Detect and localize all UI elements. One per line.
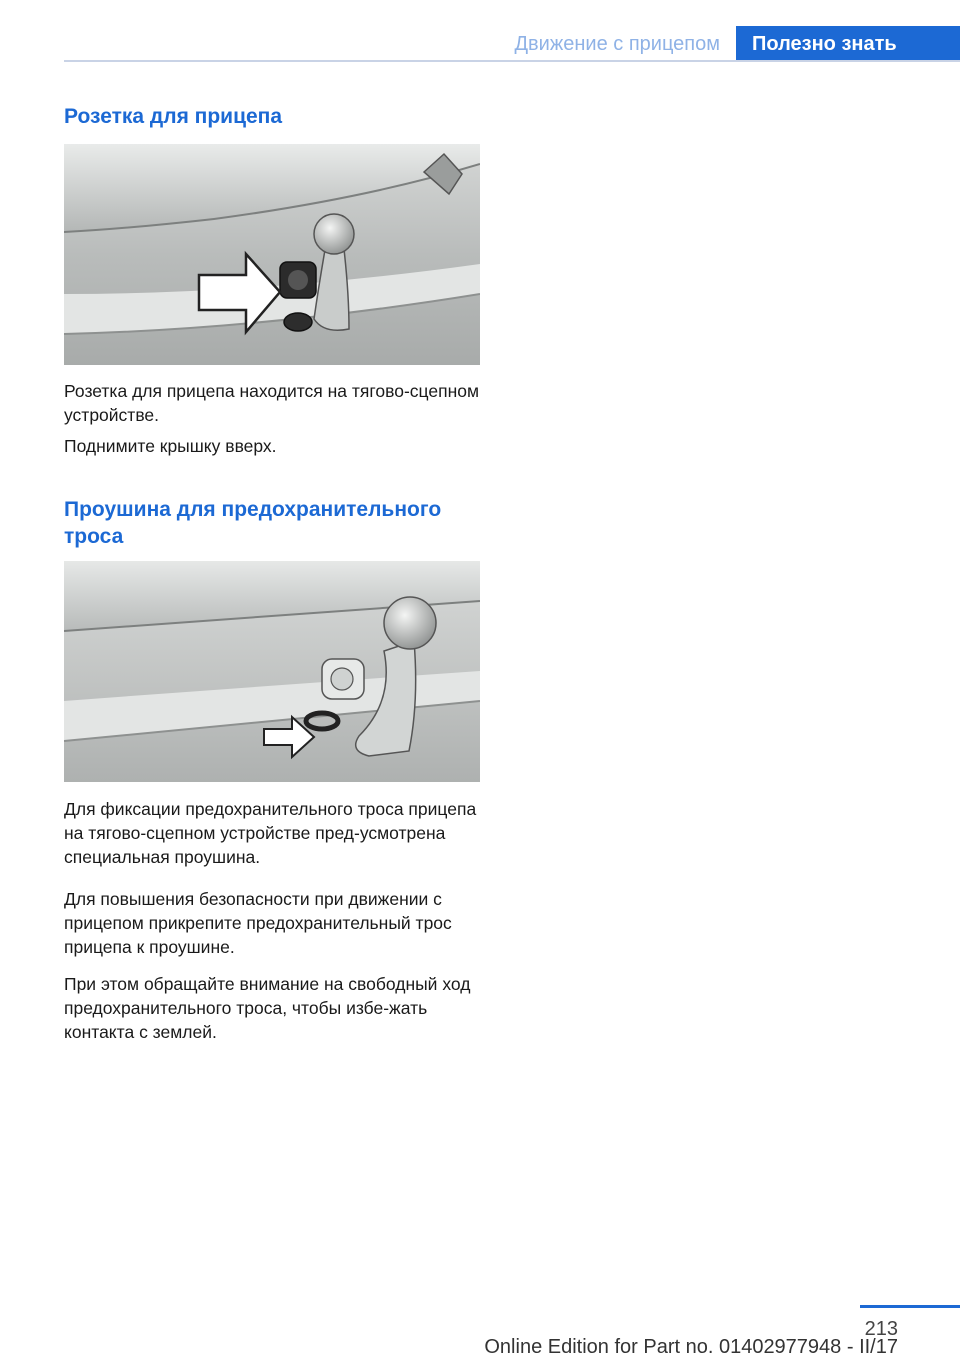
paragraph-eyelet-purpose: Для фиксации предохранительного троса прицепа на тягово-сцепном устройстве пред-усмотрена специальная проушина. <box>64 799 477 867</box>
header-section-tab: Полезно знать <box>736 26 960 62</box>
section-heading-trailer-socket: Розетка для прицепа <box>64 105 283 128</box>
page-number: 213 <box>864 1318 898 1340</box>
paragraph-cable-slack: При этом обращайте внимание на свободный ход предохранительного троса, чтобы избе-жать контакта с землей. <box>64 974 471 1042</box>
header-divider <box>64 60 960 62</box>
section-heading-safety-cable-eyelet: Проушина для предохранительного троса <box>64 498 442 548</box>
paragraph-lift-cover: Поднимите крышку вверх. <box>64 436 277 456</box>
safety-cable-eyelet-illustration <box>64 561 480 782</box>
footer-divider <box>860 1305 960 1308</box>
paragraph-socket-location: Розетка для прицепа находится на тягово-сцепном устройстве. <box>64 381 479 425</box>
paragraph-attach-cable: Для повышения безопасности при движении с прицепом прикрепите предохранительный трос прицепа к проушине. <box>64 889 452 957</box>
trailer-socket-illustration <box>64 144 480 365</box>
header-chapter-title: Движение с прицепом <box>514 33 720 55</box>
footer-edition-watermark: Online Edition for Part no. 01402977948 - II/17 <box>484 1336 898 1358</box>
